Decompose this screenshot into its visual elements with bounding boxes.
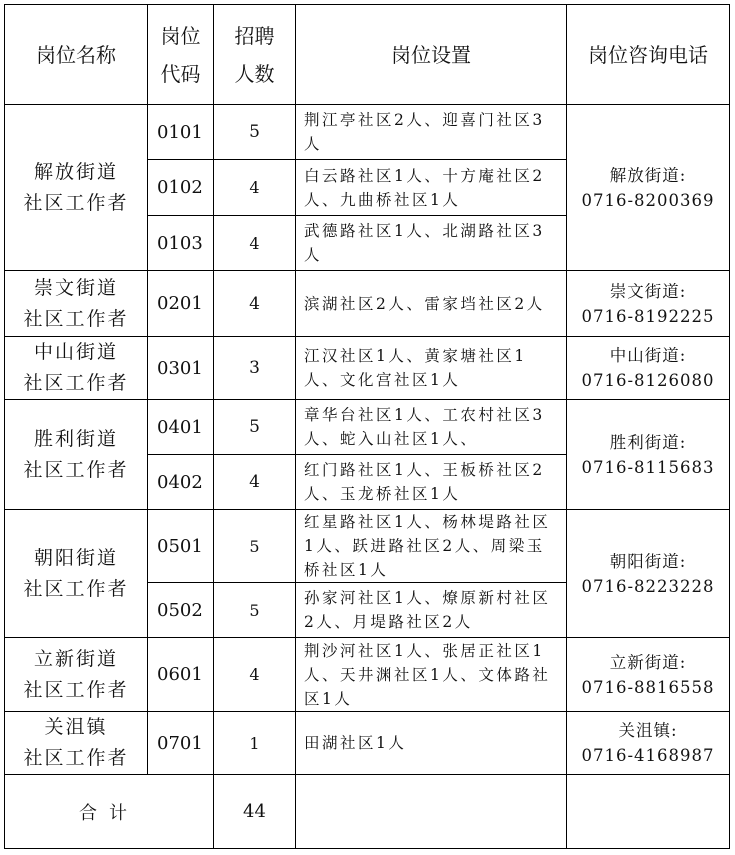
code-cell: 0401 [148,400,214,455]
positions-cell: 荆江亭社区2人、迎喜门社区3人 [296,105,567,160]
group-name-cell: 关沮镇 社区工作者 [5,712,148,775]
count-cell: 4 [214,216,296,271]
table-row [5,400,730,455]
positions-cell: 武德路社区1人、北湖路社区3人 [296,216,567,271]
total-row [5,775,730,849]
table-row [5,105,730,160]
count-cell: 4 [214,271,296,337]
phone-cell: 立新街道: 0716-8816558 [567,638,730,712]
phone-cell: 胜利街道: 0716-8115683 [567,400,730,510]
empty-cell [567,775,730,849]
header-count: 招聘 人数 [214,5,296,105]
positions-cell: 孙家河社区1人、燎原新村社区2人、月堤路社区2人 [296,583,567,638]
group-name-cell: 中山街道 社区工作者 [5,337,148,400]
count-cell: 5 [214,510,296,583]
header-name: 岗位名称 [5,5,148,105]
phone-cell: 朝阳街道: 0716-8223228 [567,510,730,638]
header-positions: 岗位设置 [296,5,567,105]
recruitment-table [4,4,730,849]
table-row [5,271,730,337]
code-cell: 0502 [148,583,214,638]
code-cell: 0101 [148,105,214,160]
group-name-cell: 崇文街道 社区工作者 [5,271,148,337]
code-cell: 0701 [148,712,214,775]
phone-cell: 关沮镇: 0716-4168987 [567,712,730,775]
positions-cell: 荆沙河社区1人、张居正社区1人、天井渊社区1人、文体路社区1人 [296,638,567,712]
total-count: 44 [214,775,296,849]
code-cell: 0501 [148,510,214,583]
positions-cell: 田湖社区1人 [296,712,567,775]
empty-cell [296,775,567,849]
count-cell: 4 [214,160,296,216]
phone-cell: 崇文街道: 0716-8192225 [567,271,730,337]
group-name-cell: 胜利街道 社区工作者 [5,400,148,510]
table-row [5,337,730,400]
table-row [5,712,730,775]
count-cell: 4 [214,638,296,712]
count-cell: 5 [214,583,296,638]
phone-cell: 解放街道: 0716-8200369 [567,105,730,271]
count-cell: 3 [214,337,296,400]
table-row [5,510,730,583]
count-cell: 1 [214,712,296,775]
count-cell: 5 [214,105,296,160]
positions-cell: 红星路社区1人、杨林堤路社区1人、跃进路社区2人、周梁玉桥社区1人 [296,510,567,583]
positions-cell: 白云路社区1人、十方庵社区2人、九曲桥社区1人 [296,160,567,216]
positions-cell: 江汉社区1人、黄家塘社区1人、文化宫社区1人 [296,337,567,400]
positions-cell: 红门路社区1人、王板桥社区2人、玉龙桥社区1人 [296,455,567,510]
phone-cell: 中山街道: 0716-8126080 [567,337,730,400]
count-cell: 4 [214,455,296,510]
code-cell: 0103 [148,216,214,271]
group-name-cell: 解放街道 社区工作者 [5,105,148,271]
count-cell: 5 [214,400,296,455]
group-name-cell: 朝阳街道 社区工作者 [5,510,148,638]
positions-cell: 章华台社区1人、工农村社区3人、蛇入山社区1人、 [296,400,567,455]
header-row [5,5,730,105]
code-cell: 0601 [148,638,214,712]
header-code: 岗位 代码 [148,5,214,105]
table-row [5,638,730,712]
group-name-cell: 立新街道 社区工作者 [5,638,148,712]
positions-cell: 滨湖社区2人、雷家垱社区2人 [296,271,567,337]
code-cell: 0301 [148,337,214,400]
code-cell: 0402 [148,455,214,510]
header-phone: 岗位咨询电话 [567,5,730,105]
code-cell: 0102 [148,160,214,216]
total-label: 合计 [5,775,214,849]
code-cell: 0201 [148,271,214,337]
